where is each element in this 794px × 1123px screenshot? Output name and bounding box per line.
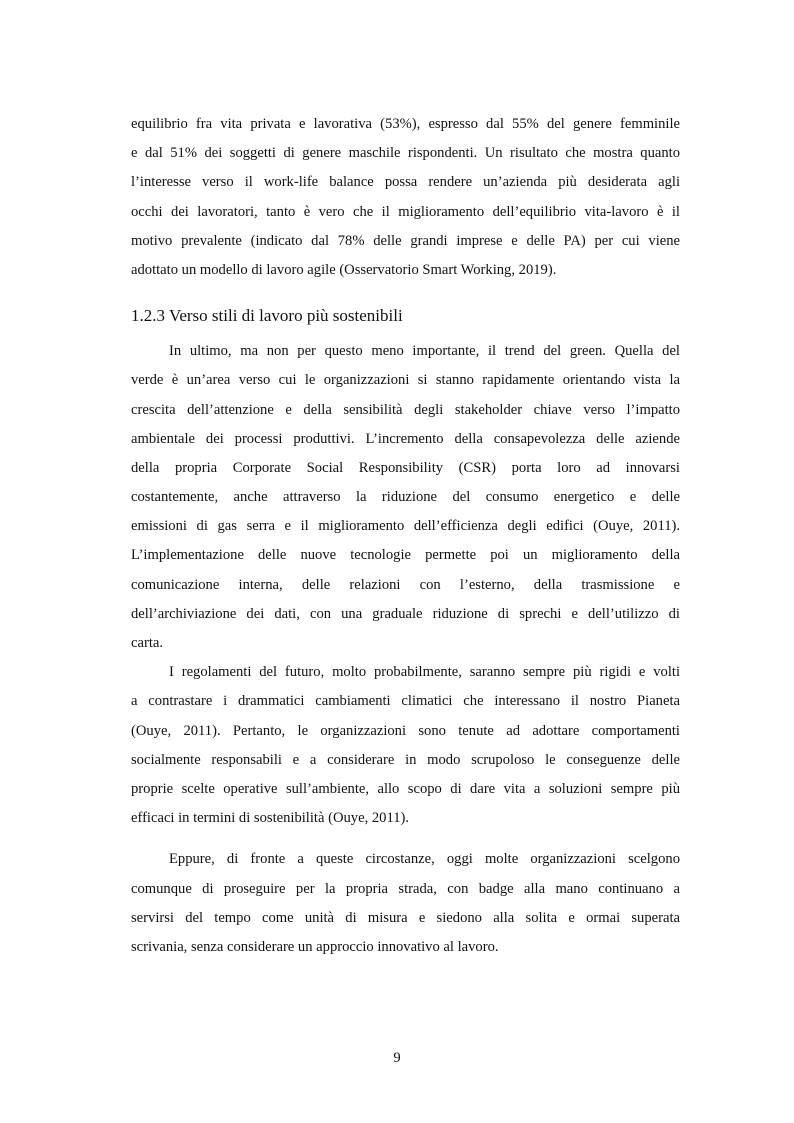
text-line: I regolamenti del futuro, molto probabilmente, saranno sempre più rigidi e volti: [169, 664, 680, 681]
text-line: crescita dell’attenzione e della sensibilità degli stakeholder chiave verso l’impatto: [131, 401, 680, 418]
text-line: della propria Corporate Social Responsibility (CSR) porta loro ad innovarsi: [131, 459, 680, 476]
paragraph-spacer: [131, 833, 680, 845]
text-line: (Ouye, 2011). Pertanto, le organizzazioni sono tenute ad adottare comportamenti: [131, 722, 680, 739]
text-line: efficaci in termini di sostenibilità (Ouye, 2011).: [131, 810, 410, 827]
section-heading: 1.2.3 Verso stili di lavoro più sostenibili: [131, 306, 403, 326]
text-line: adottato un modello di lavoro agile (Osservatorio Smart Working, 2019).: [131, 261, 557, 278]
paragraph-1: [131, 110, 680, 285]
paragraph-2: [131, 337, 680, 658]
text-line: comunicazione interna, delle relazioni con l’esterno, della trasmissione e: [131, 576, 680, 593]
text-line: dell’archiviazione dei dati, con una graduale riduzione di sprechi e dell’utilizzo di: [131, 605, 680, 622]
text-line: motivo prevalente (indicato dal 78% delle grandi imprese e delle PA) per cui viene: [131, 232, 680, 249]
text-line: scrivania, senza considerare un approccio innovativo al lavoro.: [131, 938, 499, 955]
text-line: costantemente, anche attraverso la riduzione del consumo energetico e delle: [131, 489, 680, 506]
text-line: proprie scelte operative sull’ambiente, allo scopo di dare vita a soluzioni sempre più: [131, 780, 680, 797]
text-line: comunque di proseguire per la propria strada, con badge alla mano continuano a: [131, 880, 680, 897]
page-number: 9: [393, 1050, 401, 1066]
text-line: socialmente responsabili e a considerare in modo scrupoloso le conseguenze delle: [131, 751, 680, 768]
text-line: occhi dei lavoratori, tanto è vero che il miglioramento dell’equilibrio vita-lavoro è il: [131, 203, 680, 220]
paragraph-3: [131, 658, 680, 833]
text-line: carta.: [131, 635, 163, 651]
text-line: verde è un’area verso cui le organizzazioni si stanno rapidamente orientando vista la: [131, 372, 680, 389]
text-line: L’implementazione delle nuove tecnologie permette poi un miglioramento della: [131, 547, 680, 564]
text-line: servirsi del tempo come unità di misura e siedono alla solita e ormai superata: [131, 909, 680, 926]
text-line: e dal 51% dei soggetti di genere maschile rispondenti. Un risultato che mostra quanto: [131, 145, 680, 162]
text-line: l’interesse verso il work-life balance possa rendere un’azienda più desiderata agli: [131, 174, 680, 191]
text-line: In ultimo, ma non per questo meno importante, il trend del green. Quella del: [169, 343, 680, 360]
text-line: equilibrio fra vita privata e lavorativa (53%), espresso dal 55% del genere femminile: [131, 116, 680, 132]
text-line: emissioni di gas serra e il miglioramento dell’efficienza degli edifici (Ouye, 2011).: [131, 518, 680, 535]
text-line: Eppure, di fronte a queste circostanze, oggi molte organizzazioni scelgono: [169, 851, 680, 868]
document-page: [131, 110, 680, 962]
text-line: a contrastare i drammatici cambiamenti climatici che interessano il nostro Pianeta: [131, 693, 680, 710]
text-line: ambientale dei processi produttivi. L’incremento della consapevolezza delle aziende: [131, 430, 680, 447]
paragraph-4: [131, 845, 680, 962]
